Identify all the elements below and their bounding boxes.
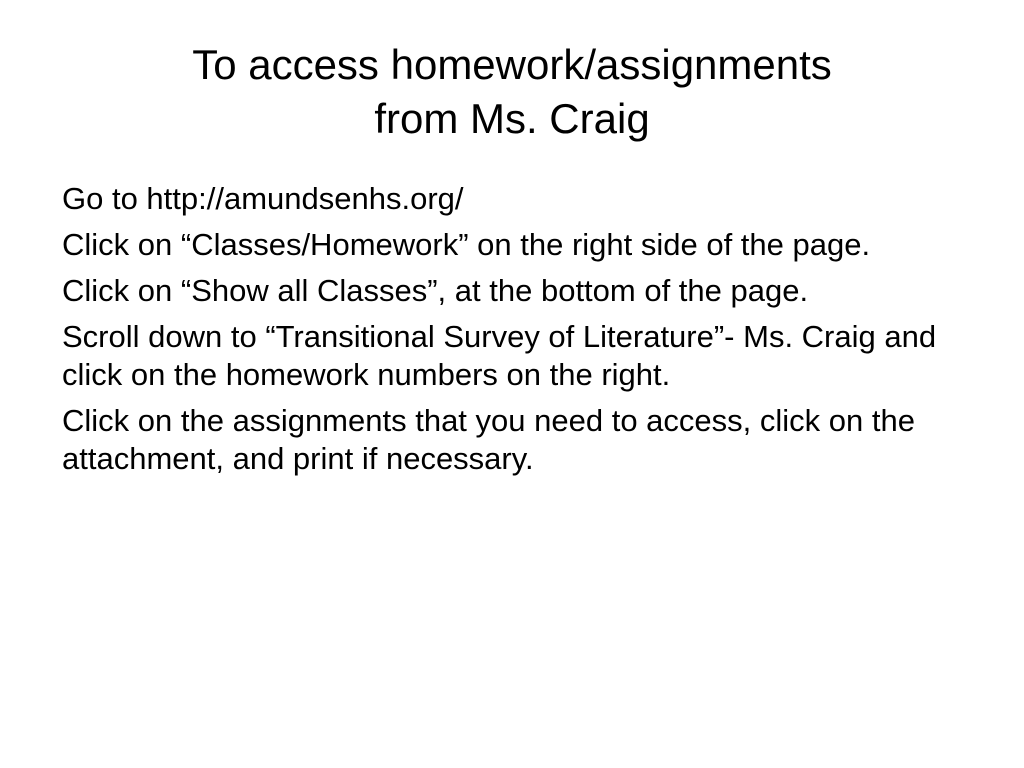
slide-title-line-2: from Ms. Craig (374, 95, 650, 142)
instruction-list (62, 180, 962, 486)
slide-title (60, 38, 964, 146)
instruction-item-classes-homework: Click on “Classes/Homework” on the right side of the page. (62, 227, 871, 262)
instruction-item-scroll-down: Scroll down to “Transitional Survey of Literature”- Ms. Craig and click on the homework numbers on the right. (62, 319, 937, 392)
instruction-item-website: Go to http://amundsenhs.org/ (62, 181, 464, 216)
instruction-item-show-all-classes: Click on “Show all Classes”, at the bottom of the page. (62, 273, 809, 308)
slide-title-line-1: To access homework/assignments (192, 41, 832, 88)
instruction-item-assignments: Click on the assignments that you need to access, click on the attachment, and print if necessary. (62, 403, 915, 476)
